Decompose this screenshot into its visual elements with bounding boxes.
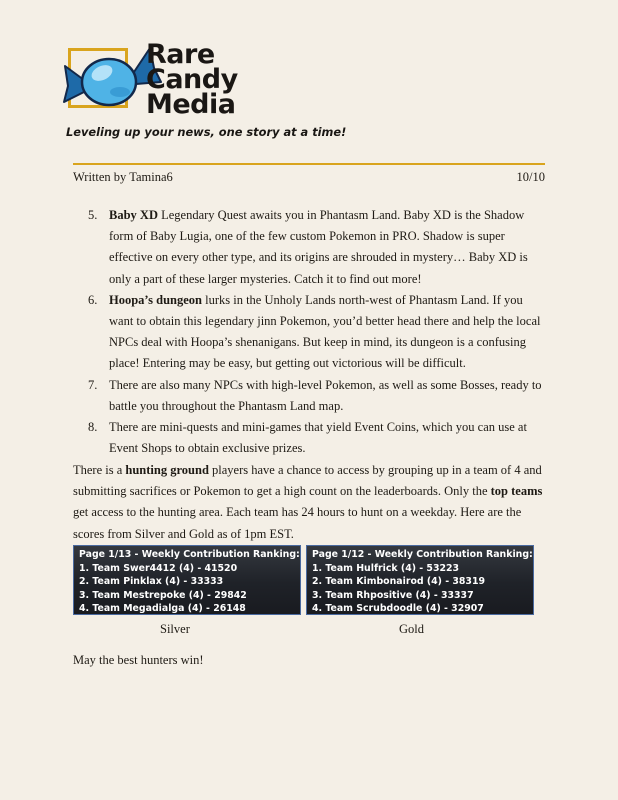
tagline: Leveling up your news, one story at a time! [66, 125, 347, 139]
ranking-row: 3. Team Mestrepoke (4) - 29842 [79, 589, 247, 601]
ranking-row: 2. Team Kimbonairod (4) - 38319 [312, 576, 485, 588]
brand-line: Rare [146, 39, 215, 70]
paragraph-bold: hunting ground [125, 463, 209, 477]
ranking-header: Page 1/13 - Weekly Contribution Ranking: [79, 549, 300, 560]
page-number: 10/10 [516, 170, 545, 184]
list-number: 8. [88, 420, 98, 435]
list-item-text: There are also many NPCs with high-level Pokemon, as well as some Bosses, ready to battle you throughout the Phantasm Land map. [109, 377, 542, 413]
list-number: 6. [88, 292, 98, 307]
silver-ranking-panel [73, 545, 301, 615]
list-item-title: Hoopa’s dungeon [109, 292, 202, 307]
closing-line: May the best hunters win! [73, 653, 204, 667]
list-item-text: lurks in the Unholy Lands north-west of Phantasm Land. If you want to obtain this legendary jinn Pokemon, you’d better head there and help the local NPCs deal with Hoopa’s shenanigans. But keep in mind, its dungeon is a confusing place! Entering may be easy, but getting out victorious will be difficult. [109, 292, 541, 371]
hunting-ground-paragraph [73, 460, 545, 545]
ranking-row: 4. Team Megadialga (4) - 26148 [79, 603, 246, 615]
ranking-header: Page 1/12 - Weekly Contribution Ranking: [312, 549, 533, 560]
list-number: 7. [88, 377, 98, 392]
header-divider [73, 163, 545, 165]
list-item [88, 417, 548, 459]
gold-caption: Gold [399, 622, 424, 636]
list-item [88, 290, 548, 375]
ranking-row: 4. Team Scrubdoodle (4) - 32907 [312, 603, 484, 615]
brand-name [146, 39, 238, 120]
brand-line: Media [146, 89, 236, 120]
brand-line: Candy [146, 64, 238, 95]
paragraph-text: There is a [73, 463, 126, 477]
list-number: 5. [88, 208, 98, 222]
silver-caption: Silver [160, 622, 190, 636]
ranking-row: 1. Team Swer4412 (4) - 41520 [79, 562, 238, 574]
list-item-text: There are mini-quests and mini-games that yield Event Coins, which you can use at Event Shops to obtain exclusive prizes. [109, 420, 527, 456]
list-item [88, 375, 548, 417]
list-item-text: Legendary Quest awaits you in Phantasm Land. Baby XD is the Shadow form of Baby Lugia, one of the few custom Pokemon in PRO. Shadow is super effective on every other type, and its origins are shrouded in mystery… Baby XD is only a part of these larger mysteries. Catch it to find out more! [109, 208, 528, 286]
feature-list [88, 205, 548, 459]
author: Written by Tamina6 [73, 170, 173, 184]
byline [73, 170, 545, 185]
ranking-row: 1. Team Hulfrick (4) - 53223 [312, 562, 460, 574]
ranking-row: 3. Team Rhpositive (4) - 33337 [312, 589, 474, 601]
paragraph-text: get access to the hunting area. Each team has 24 hours to hunt on a weekday. Here are the scores from Silver and Gold as of 1pm EST. [73, 505, 522, 541]
list-item-title: Baby XD [109, 208, 158, 222]
paragraph-bold: top teams [490, 484, 543, 499]
ranking-row: 2. Team Pinklax (4) - 33333 [79, 576, 224, 588]
gold-ranking-panel [306, 545, 534, 615]
list-item [88, 205, 548, 290]
paragraph-text: players have a chance to access by grouping up in a team of 4 and submitting sacrifices or Pokemon to get a high count on the leaderboards. Only the [73, 463, 542, 499]
